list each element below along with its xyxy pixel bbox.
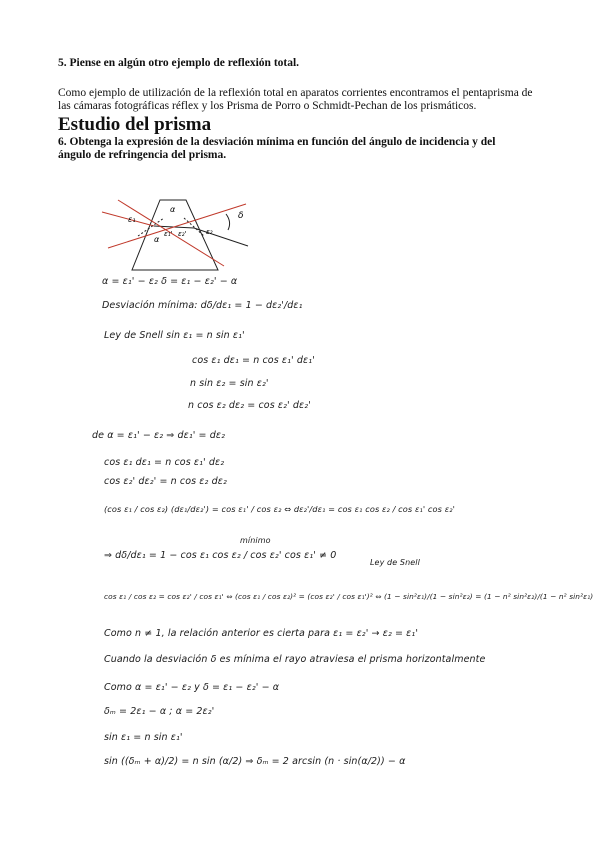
label-eps1: ε₁ — [128, 215, 136, 224]
hw-line-8: cos ε₁ dε₁ = n cos ε₁' dε₂ — [104, 457, 225, 468]
hw-line-12: ⇒ dδ/dε₁ = 1 − cos ε₁ cos ε₂ / cos ε₂' cos ε₁' ≠ 0 — [104, 550, 337, 561]
hw-line-16: Cuando la desviación δ es mínima el rayo atraviesa el prisma horizontalmente — [104, 654, 486, 665]
label-alpha-top: α — [170, 205, 176, 214]
question-6 — [58, 136, 544, 162]
label-eps2p: ε₂' — [178, 230, 187, 238]
question-6-line-2: ángulo de refringencia del prisma. — [58, 149, 227, 161]
hw-line-15: Como n ≠ 1, la relación anterior es cierta para ε₁ = ε₂' → ε₂ = ε₁' — [104, 628, 419, 639]
hw-line-13: Ley de Snell — [370, 558, 420, 567]
question-5: 5. Piense en algún otro ejemplo de reflexión total. — [58, 57, 300, 69]
delta-arc — [226, 214, 230, 230]
hw-line-17: Como α = ε₁' − ε₂ y δ = ε₁ − ε₂' − α — [104, 682, 280, 693]
hw-line-4: cos ε₁ dε₁ = n cos ε₁' dε₁' — [192, 355, 315, 366]
hw-line-5: n sin ε₂ = sin ε₂' — [190, 378, 269, 389]
question-6-line-1: 6. Obtenga la expresión de la desviación mínima en función del ángulo de incidencia y del — [58, 136, 496, 148]
label-alpha-mid: α — [154, 235, 160, 244]
hw-line-3: Ley de Snell sin ε₁ = n sin ε₁' — [104, 330, 245, 341]
answer-5-paragraph: Como ejemplo de utilización de la reflexión total en aparatos corrientes encontramos el pentaprisma de las cámaras fotográficas réflex y los Prisma de Porro o Schmidt-Pechan de los prismáticos. — [58, 87, 533, 112]
label-eps1p: ε₁' — [164, 230, 173, 238]
prism-figure — [98, 192, 268, 272]
extension-line-1 — [108, 204, 246, 248]
emergent-ray — [194, 228, 248, 246]
hw-line-6: n cos ε₂ dε₂ = cos ε₂' dε₂' — [188, 400, 311, 411]
hw-line-20: sin ((δₘ + α)/2) = n sin (α/2) ⇒ δₘ = 2 arcsin (n · sin(α/2)) − α — [104, 756, 406, 767]
hw-line-1: α = ε₁' − ε₂ δ = ε₁ − ε₂' − α — [102, 276, 238, 287]
hw-line-18: δₘ = 2ε₁ − α ; α = 2ε₂' — [104, 706, 215, 717]
hw-line-11: mínimo — [240, 536, 271, 545]
hw-line-7: de α = ε₁' − ε₂ ⇒ dε₁' = dε₂ — [92, 430, 226, 441]
section-title: Estudio del prisma — [58, 114, 212, 135]
label-eps2: ε₂ — [206, 228, 213, 236]
hw-line-9: cos ε₂' dε₂' = n cos ε₂ dε₂ — [104, 476, 227, 487]
hw-line-19: sin ε₁ = n sin ε₁' — [104, 732, 183, 743]
hw-line-14: cos ε₁ / cos ε₂ = cos ε₂' / cos ε₁' ⇔ (cos ε₁ / cos ε₂)² = (cos ε₂' / cos ε₁')² ⇔ (1 − sin²ε₁)/(1 − sin²ε₂) = (1 − n² sin²ε₂)/(1 − n² sin²ε₁) — [104, 592, 594, 601]
hw-line-10: (cos ε₁ / cos ε₂) (dε₁/dε₂') = cos ε₁' / cos ε₂ ⇔ dε₂'/dε₁ = cos ε₁ cos ε₂ / cos ε₁' cos ε₂' — [104, 504, 455, 514]
hw-line-2: Desviación mínima: dδ/dε₁ = 1 − dε₂'/dε₁ — [102, 300, 303, 311]
label-delta: δ — [238, 211, 244, 221]
